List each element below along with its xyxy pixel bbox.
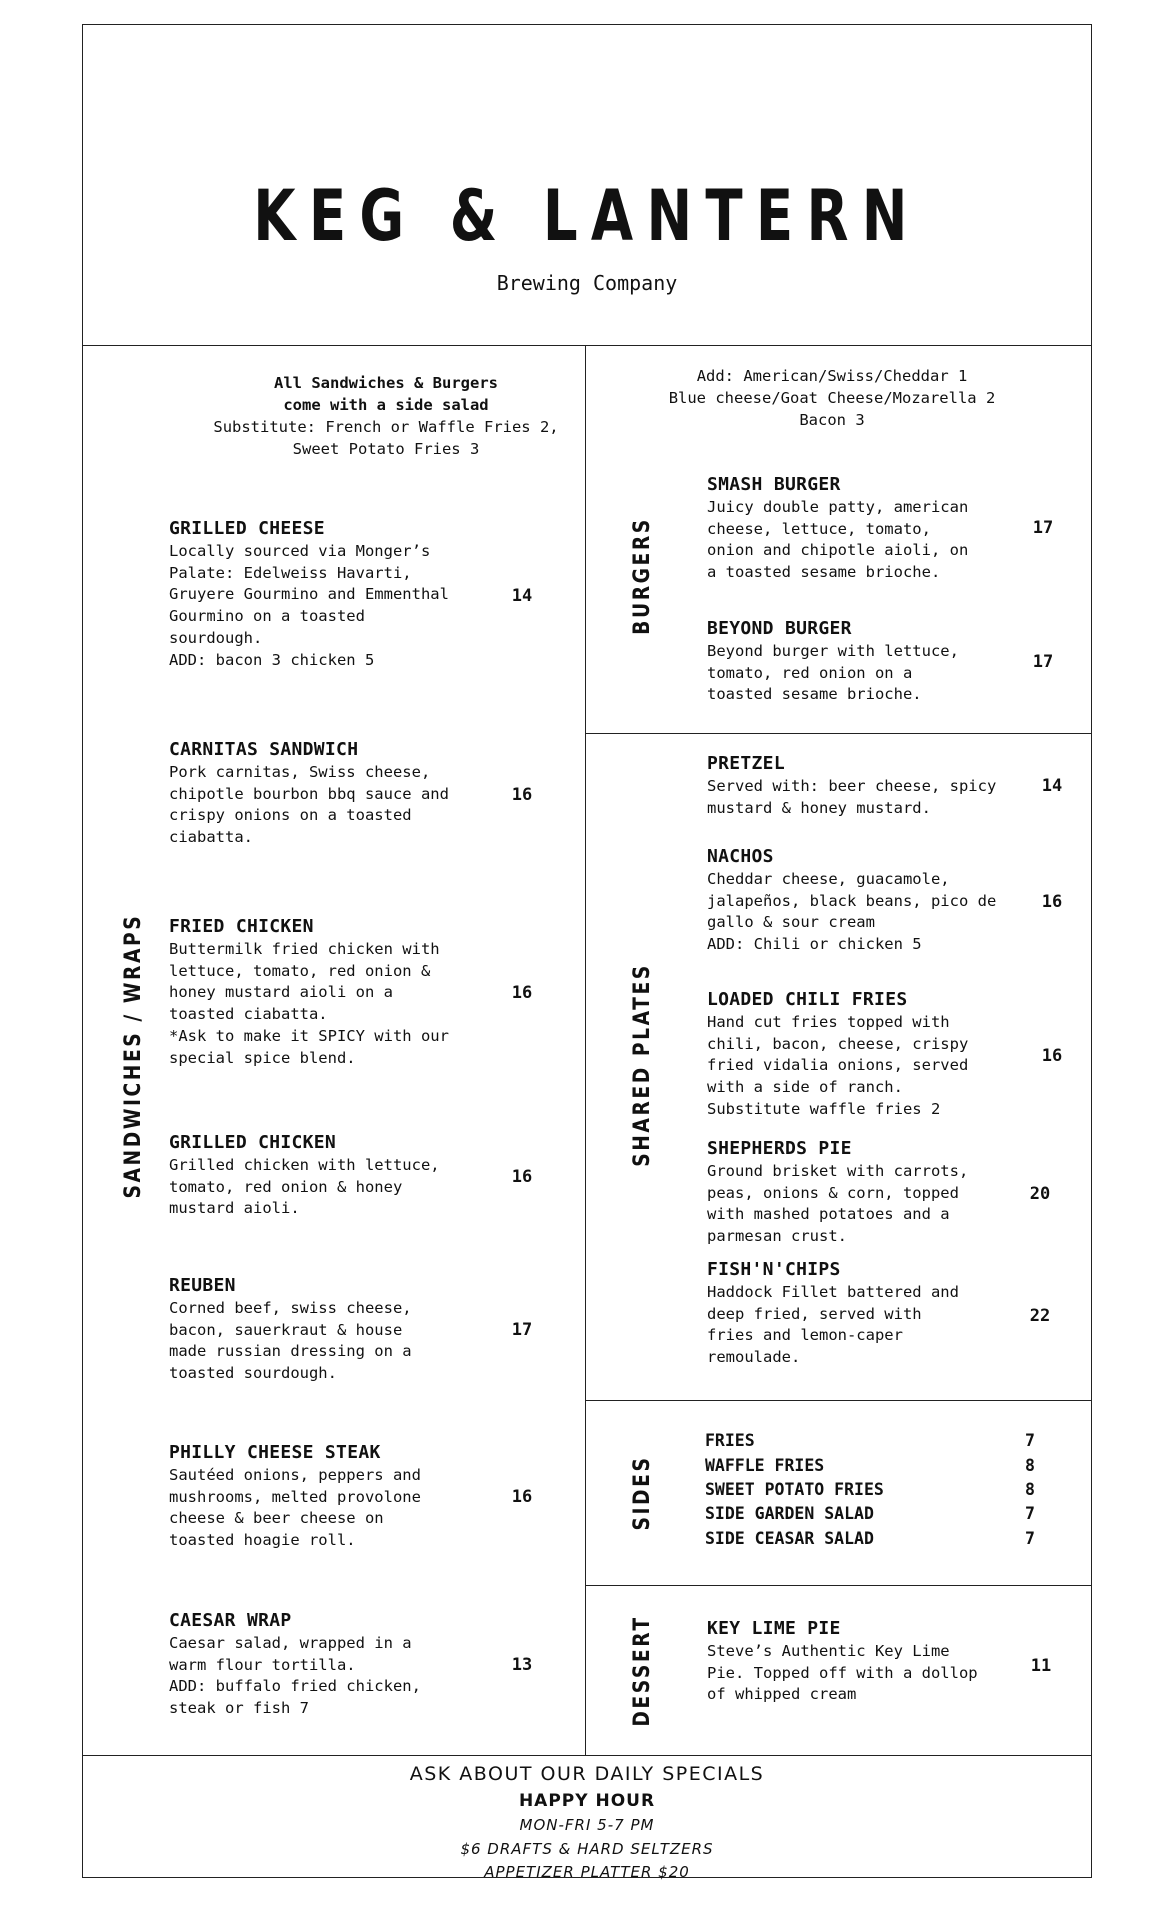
happy-hour-title: HAPPY HOUR <box>518 1791 656 1811</box>
item-price: 14 <box>511 586 533 606</box>
item-desc: Haddock Fillet battered and deep fried, served with fries and lemon-caper remoulade. <box>707 1283 959 1367</box>
item-price: 17 <box>511 1320 533 1340</box>
item-name: NACHOS <box>707 846 774 867</box>
side-name: WAFFLE FRIES <box>705 1456 825 1475</box>
side-name: FRIES <box>705 1431 755 1450</box>
item-price: 16 <box>511 785 533 805</box>
side-name: SIDE GARDEN SALAD <box>705 1504 874 1523</box>
note-bold-line: come with a side salad <box>283 396 489 414</box>
sides-divider <box>586 1585 1092 1586</box>
item-desc: Pork carnitas, Swiss cheese, chipotle bourbon bbq sauce and crispy onions on a toasted ciabatta. <box>169 763 449 847</box>
section-label-shared: SHARED PLATES <box>630 963 655 1167</box>
menu-item <box>169 1441 469 1552</box>
note-line: Add: American/Swiss/Cheddar 1 <box>696 367 968 385</box>
section-label-dessert: DESSERT <box>630 1615 655 1727</box>
item-desc: Buttermilk fried chicken with lettuce, tomato, red onion & honey mustard aioli on a toasted ciabatta. *Ask to make it SPICY with our special spice blend. <box>169 940 449 1067</box>
burgers-note <box>612 365 1052 431</box>
item-price: 16 <box>1041 1046 1063 1066</box>
menu-item <box>169 1131 469 1220</box>
item-desc: Steve’s Authentic Key Lime Pie. Topped off with a dollop of whipped cream <box>707 1642 978 1704</box>
item-price: 13 <box>511 1655 533 1675</box>
item-desc: Locally sourced via Monger’s Palate: Edelweiss Havarti, Gruyere Gourmino and Emmenthal Gourmino on a toasted sourdough. ADD: bacon 3 chicken 5 <box>169 542 449 669</box>
menu-item <box>169 738 469 849</box>
item-desc: Cheddar cheese, guacamole, jalapeños, black beans, pico de gallo & sour cream ADD: Chili or chicken 5 <box>707 870 997 954</box>
burgers-divider <box>586 733 1092 734</box>
menu-item <box>707 988 1037 1121</box>
side-row <box>705 1478 1050 1502</box>
side-price: 7 <box>1025 1529 1035 1548</box>
section-label-sandwiches: SANDWICHES / WRAPS <box>121 913 146 1199</box>
section-label-burgers: BURGERS <box>630 517 655 635</box>
item-name: CARNITAS SANDWICH <box>169 739 359 760</box>
item-desc: Grilled chicken with lettuce, tomato, red onion & honey mustard aioli. <box>169 1156 440 1218</box>
item-price: 16 <box>511 1487 533 1507</box>
item-name: BEYOND BURGER <box>707 618 852 639</box>
menu-item <box>169 1274 469 1385</box>
column-divider <box>585 345 586 1755</box>
menu-item <box>707 1137 1037 1248</box>
item-price: 16 <box>1041 892 1063 912</box>
note-line: Substitute: French or Waffle Fries 2, <box>213 418 559 436</box>
happy-hour-line: MON-FRI 5-7 PM <box>519 1816 655 1834</box>
item-name: SHEPHERDS PIE <box>707 1138 852 1159</box>
item-name: REUBEN <box>169 1275 236 1296</box>
item-name: GRILLED CHICKEN <box>169 1132 337 1153</box>
item-price: 16 <box>511 983 533 1003</box>
item-name: PRETZEL <box>707 753 785 774</box>
menu-item <box>169 1609 469 1720</box>
item-name: KEY LIME PIE <box>707 1618 841 1639</box>
side-row <box>705 1502 1050 1526</box>
item-name: PHILLY CHEESE STEAK <box>169 1442 381 1463</box>
note-line: Bacon 3 <box>799 411 865 429</box>
note-bold-line: All Sandwiches & Burgers <box>274 374 498 392</box>
side-price: 7 <box>1025 1431 1035 1450</box>
item-desc: Beyond burger with lettuce, tomato, red onion on a toasted sesame brioche. <box>707 642 959 704</box>
item-name: SMASH BURGER <box>707 474 841 495</box>
section-label-sides: SIDES <box>630 1455 655 1531</box>
item-name: FISH'N'CHIPS <box>707 1259 841 1280</box>
item-price: 11 <box>1030 1656 1052 1676</box>
side-row <box>705 1429 1050 1453</box>
item-desc: Juicy double patty, american cheese, lettuce, tomato, onion and chipotle aioli, on a toasted sesame brioche. <box>707 498 969 582</box>
footer-divider <box>82 1755 1092 1756</box>
daily-specials: ASK ABOUT OUR DAILY SPECIALS <box>409 1763 765 1785</box>
menu-item <box>707 617 1017 706</box>
menu-item <box>707 845 1037 956</box>
note-line: Blue cheese/Goat Cheese/Mozarella 2 <box>668 389 996 407</box>
item-desc: Corned beef, swiss cheese, bacon, sauerkraut & house made russian dressing on a toasted sourdough. <box>169 1299 412 1383</box>
side-name: SWEET POTATO FRIES <box>705 1480 884 1499</box>
side-price: 8 <box>1025 1456 1035 1475</box>
shared-divider <box>586 1400 1092 1401</box>
item-price: 17 <box>1032 518 1054 538</box>
side-row <box>705 1527 1050 1551</box>
item-name: FRIED CHICKEN <box>169 916 314 937</box>
item-desc: Hand cut fries topped with chili, bacon, cheese, crispy fried vidalia onions, served with a side of ranch. Substitute waffle fries 2 <box>707 1013 969 1118</box>
side-row <box>705 1454 1050 1478</box>
menu-item <box>707 1258 1037 1369</box>
item-name: CAESAR WRAP <box>169 1610 292 1631</box>
item-desc: Caesar salad, wrapped in a warm flour tortilla. ADD: buffalo fried chicken, steak or fish 7 <box>169 1634 421 1718</box>
note-line: Sweet Potato Fries 3 <box>292 440 480 458</box>
item-price: 17 <box>1032 652 1054 672</box>
side-price: 8 <box>1025 1480 1035 1499</box>
item-desc: Served with: beer cheese, spicy mustard & honey mustard. <box>707 777 997 817</box>
restaurant-title: KEG & LANTERN <box>253 175 921 257</box>
item-price: 22 <box>1029 1306 1051 1326</box>
item-desc: Sautéed onions, peppers and mushrooms, melted provolone cheese & beer cheese on toasted hoagie roll. <box>169 1466 421 1550</box>
item-name: GRILLED CHEESE <box>169 518 325 539</box>
menu-item <box>707 752 1037 819</box>
header-divider <box>82 345 1092 346</box>
menu-item <box>707 1617 1037 1706</box>
item-price: 16 <box>511 1167 533 1187</box>
menu-item <box>169 915 469 1069</box>
side-name: SIDE CEASAR SALAD <box>705 1529 874 1548</box>
menu-item <box>169 517 469 671</box>
item-price: 14 <box>1041 776 1063 796</box>
item-desc: Ground brisket with carrots, peas, onions & corn, topped with mashed potatoes and a parmesan crust. <box>707 1162 969 1246</box>
item-name: LOADED CHILI FRIES <box>707 989 908 1010</box>
side-price: 7 <box>1025 1504 1035 1523</box>
restaurant-subtitle: Brewing Company <box>496 271 678 295</box>
menu-item <box>707 473 1017 584</box>
happy-hour-line: APPETIZER PLATTER $20 <box>484 1863 690 1881</box>
sandwiches-note <box>186 372 586 460</box>
item-price: 20 <box>1029 1184 1051 1204</box>
happy-hour-line: $6 DRAFTS & HARD SELTZERS <box>460 1840 714 1858</box>
